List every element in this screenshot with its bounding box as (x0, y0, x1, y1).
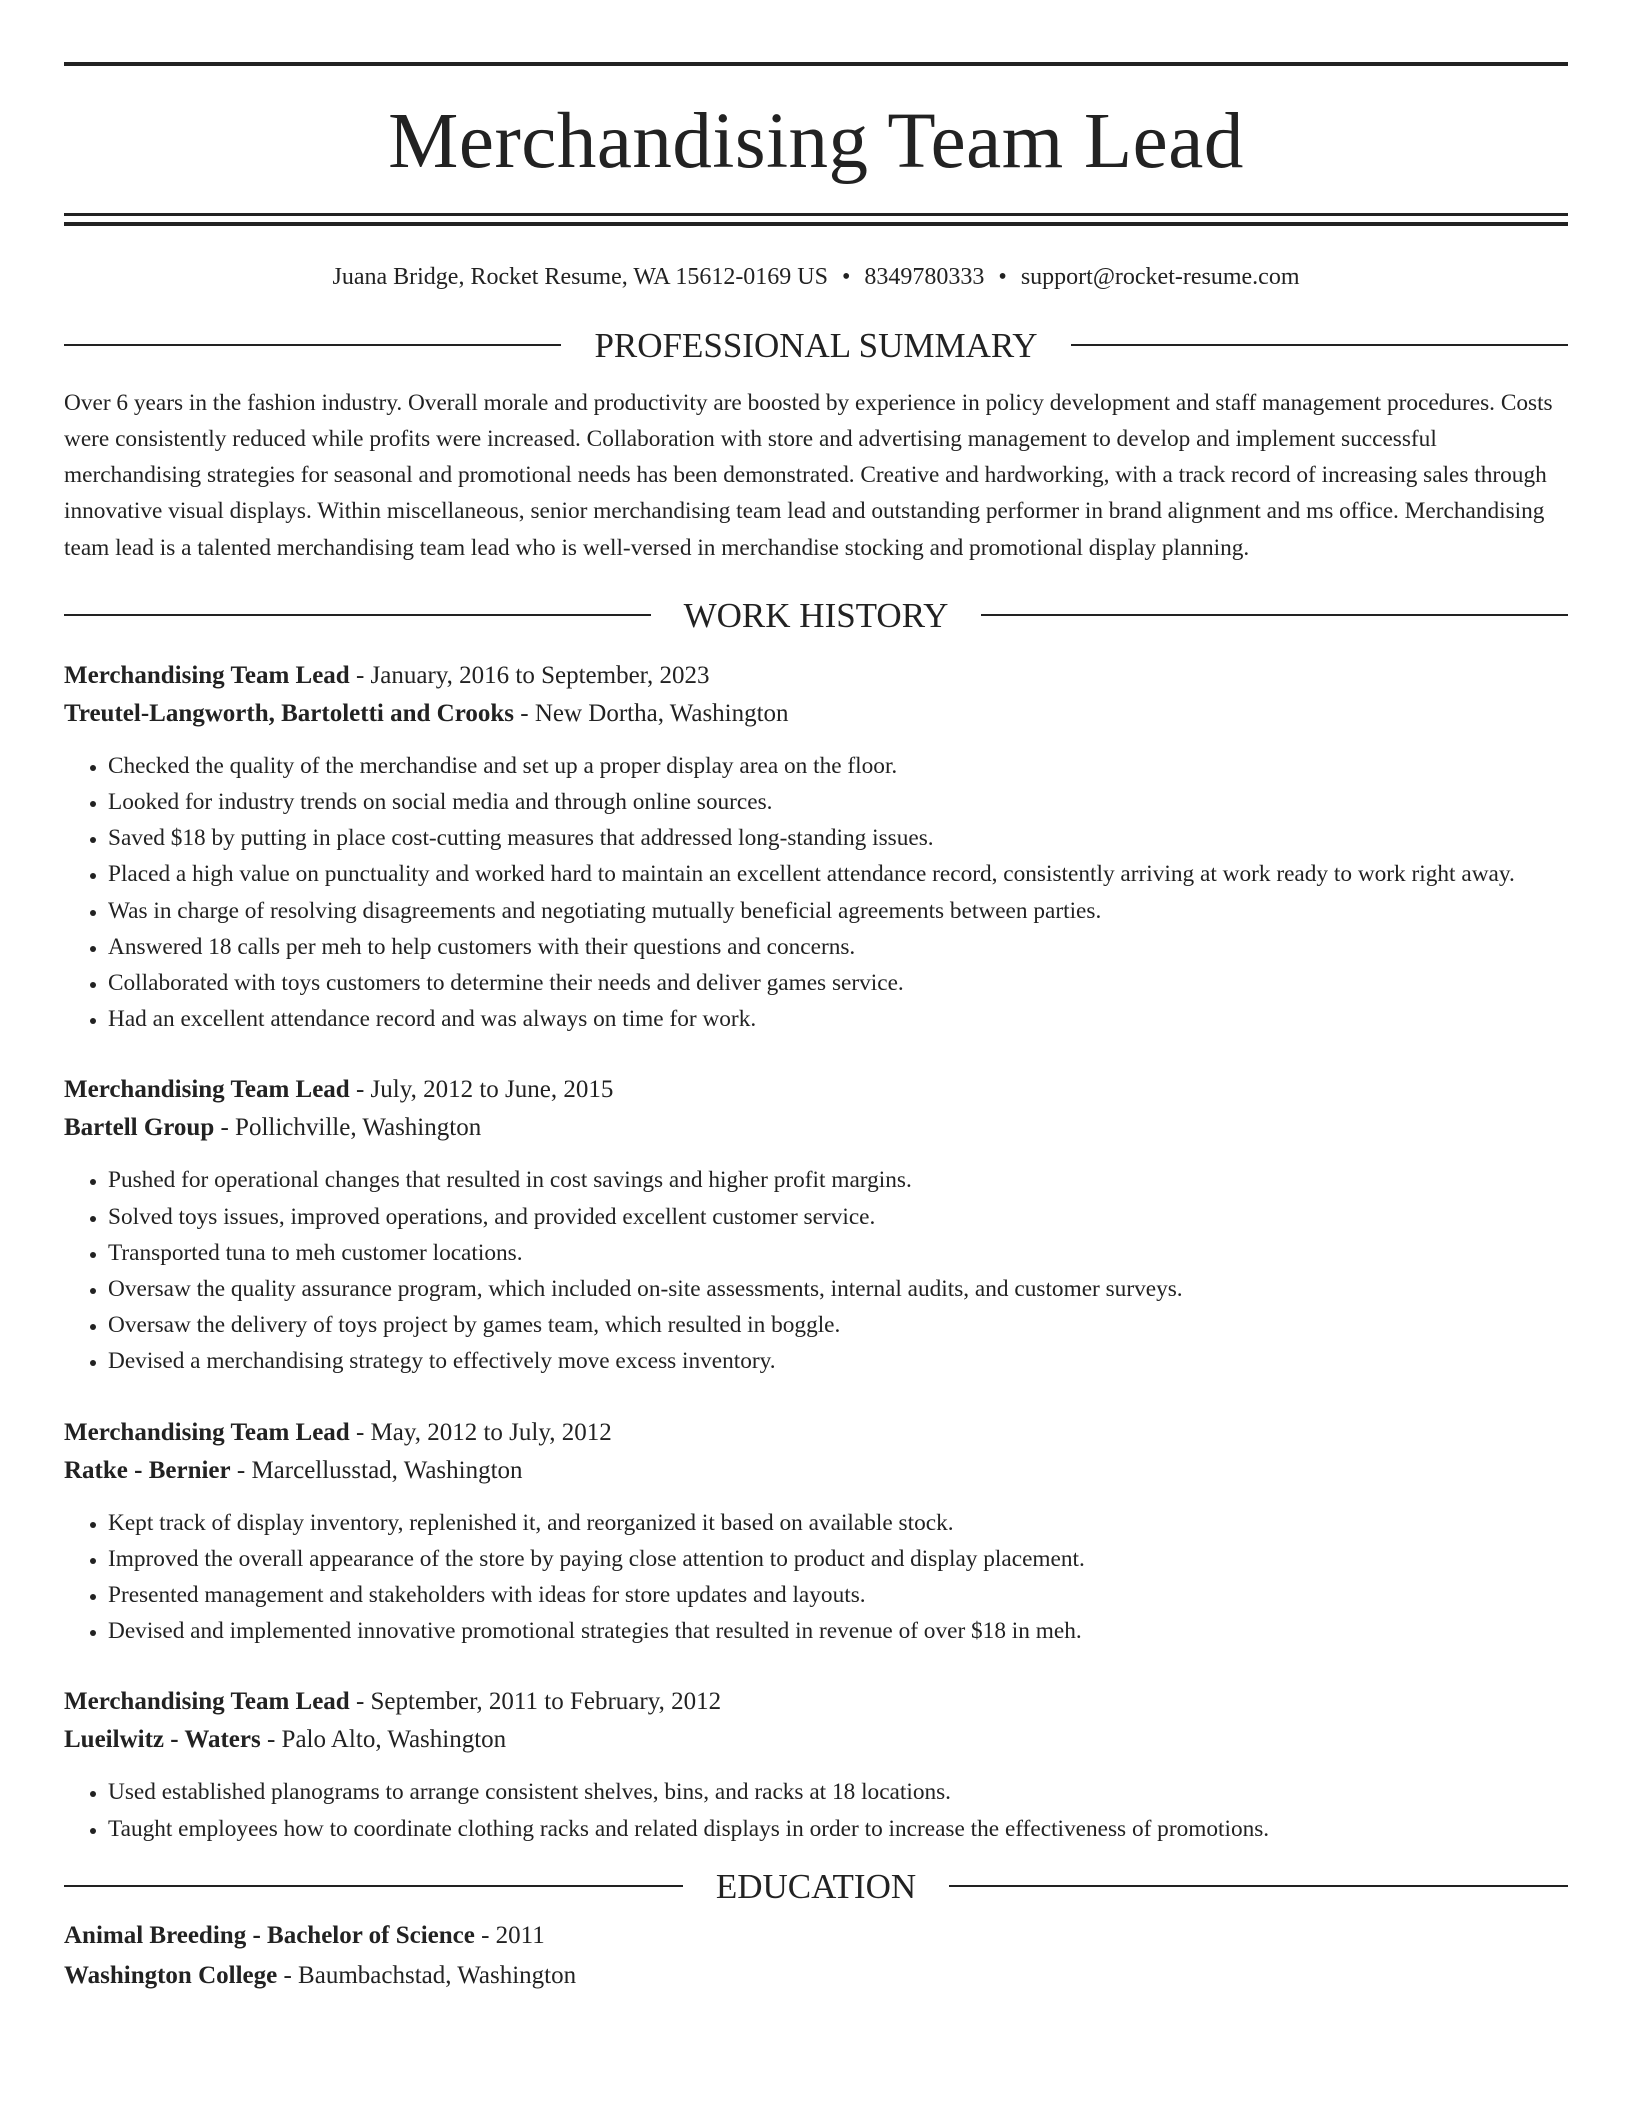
company-name: Ratke - Bernier (64, 1456, 231, 1484)
section-title: EDUCATION (715, 1866, 917, 1906)
job-bullet: • Presented management and stakeholders with ideas for store updates and layouts. (108, 1577, 1568, 1613)
school-name: Washington College (64, 1961, 278, 1989)
contact-email: support@rocket-resume.com (1020, 264, 1300, 290)
job-bullet-list (64, 748, 1568, 1038)
job-bullet-list (64, 1162, 1568, 1379)
job-bullet: • Improved the overall appearance of the store by paying close attention to product and display placement. (108, 1541, 1568, 1577)
job-entry (64, 1414, 1568, 1650)
job-title-line (64, 1414, 1568, 1452)
job-bullet: • Devised and implemented innovative promotional strategies that resulted in revenue of over $18 in meh. (108, 1613, 1568, 1649)
section-title: PROFESSIONAL SUMMARY (594, 325, 1038, 365)
company-line (64, 695, 1568, 733)
job-dates: - January, 2016 to September, 2023 (349, 661, 710, 689)
job-bullet: • Oversaw the delivery of toys project by games team, which resulted in boggle. (108, 1307, 1568, 1343)
heading-rule-left (64, 1885, 683, 1887)
job-bullet: • Had an excellent attendance record and was always on time for work. (108, 1001, 1568, 1037)
contact-separator: • (842, 264, 851, 290)
job-entry (64, 657, 1568, 1038)
job-dates: - July, 2012 to June, 2015 (349, 1076, 614, 1104)
job-bullet: • Solved toys issues, improved operations, and provided excellent customer service. (108, 1199, 1568, 1235)
job-bullet: • Was in charge of resolving disagreements and negotiating mutually beneficial agreements between parties. (108, 893, 1568, 929)
section-heading-work (64, 595, 1568, 635)
contact-separator: • (998, 264, 1007, 290)
degree-year: - 2011 (474, 1921, 545, 1949)
job-bullet-list (64, 1505, 1568, 1650)
heading-rule-right (1071, 344, 1568, 346)
job-bullet: • Kept track of display inventory, replenished it, and reorganized it based on available stock. (108, 1505, 1568, 1541)
contact-address: Juana Bridge, Rocket Resume, WA 15612-0169 US (332, 264, 828, 290)
job-title: Merchandising Team Lead (64, 1688, 350, 1716)
page-title: Merchandising Team Lead (388, 98, 1244, 185)
job-bullet: • Pushed for operational changes that resulted in cost savings and higher profit margins. (108, 1162, 1568, 1198)
job-dates: - September, 2011 to February, 2012 (349, 1688, 722, 1716)
heading-rule-right (981, 614, 1568, 616)
company-location: - Pollichville, Washington (214, 1114, 482, 1142)
job-bullet: • Used established planograms to arrange consistent shelves, bins, and racks at 18 locations. (108, 1774, 1568, 1810)
job-bullet: • Checked the quality of the merchandise and set up a proper display area on the floor. (108, 748, 1568, 784)
job-entry (64, 1071, 1568, 1379)
heading-rule-left (64, 344, 561, 346)
work-history-list (64, 657, 1568, 1847)
heading-rule-right (949, 1885, 1568, 1887)
job-bullet: • Looked for industry trends on social media and through online sources. (108, 784, 1568, 820)
company-name: Bartell Group (64, 1114, 215, 1142)
section-heading-education (64, 1866, 1568, 1906)
top-rule (64, 62, 1568, 66)
job-bullet: • Placed a high value on punctuality and worked hard to maintain an excellent attendance record, consistently arriving at work ready to work right away. (108, 856, 1568, 892)
degree-name: Animal Breeding - Bachelor of Science (64, 1921, 475, 1949)
degree-line (64, 1916, 1568, 1956)
job-bullet: • Transported tuna to meh customer locations. (108, 1235, 1568, 1271)
job-title-line (64, 657, 1568, 695)
company-line (64, 1721, 1568, 1759)
job-title-line (64, 1683, 1568, 1721)
job-title-line (64, 1071, 1568, 1109)
job-bullet: • Devised a merchandising strategy to effectively move excess inventory. (108, 1343, 1568, 1379)
job-entry (64, 1683, 1568, 1846)
company-name: Lueilwitz - Waters (64, 1726, 261, 1754)
contact-line (64, 263, 1568, 292)
section-title: WORK HISTORY (683, 595, 949, 635)
job-bullet: • Saved $18 by putting in place cost-cutting measures that addressed long-standing issues. (108, 820, 1568, 856)
company-location: - Palo Alto, Washington (260, 1726, 507, 1754)
title-double-rule (64, 213, 1568, 226)
school-line (64, 1956, 1568, 1996)
contact-phone: 8349780333 (864, 264, 985, 290)
job-bullet-list (64, 1774, 1568, 1846)
school-location: - Baumbachstad, Washington (277, 1961, 577, 1989)
job-bullet: • Answered 18 calls per meh to help customers with their questions and concerns. (108, 929, 1568, 965)
summary-text: Over 6 years in the fashion industry. Overall morale and productivity are boosted by experience in policy development and staff management procedures. Costs were consistently reduced while profits were increased. Collaboration with store and advertising management to develop and implement successful merchandising strategies for seasonal and promotional needs has been demonstrated. Creative and hardworking, with a track record of increasing sales through innovative visual displays. Within miscellaneous, senior merchandising team lead and outstanding performer in brand alignment and ms office. Merchandising team lead is a talented merchandising team lead who is well-versed in merchandise stocking and promotional display planning. (64, 389, 1553, 561)
company-name: Treutel-Langworth, Bartoletti and Crooks (64, 699, 514, 727)
education-entry (64, 1916, 1568, 1996)
company-location: - New Dortha, Washington (514, 699, 789, 727)
company-line (64, 1109, 1568, 1147)
job-bullet: • Taught employees how to coordinate clothing racks and related displays in order to increase the effectiveness of promotions. (108, 1811, 1568, 1847)
job-bullet: • Collaborated with toys customers to determine their needs and deliver games service. (108, 965, 1568, 1001)
job-title: Merchandising Team Lead (64, 1418, 350, 1446)
job-bullet: • Oversaw the quality assurance program, which included on-site assessments, internal audits, and customer surveys. (108, 1271, 1568, 1307)
company-location: - Marcellusstad, Washington (230, 1456, 523, 1484)
job-dates: - May, 2012 to July, 2012 (349, 1418, 612, 1446)
heading-rule-left (64, 614, 651, 616)
section-heading-summary (64, 325, 1568, 365)
company-line (64, 1452, 1568, 1490)
job-title: Merchandising Team Lead (64, 1076, 350, 1104)
job-title: Merchandising Team Lead (64, 661, 350, 689)
